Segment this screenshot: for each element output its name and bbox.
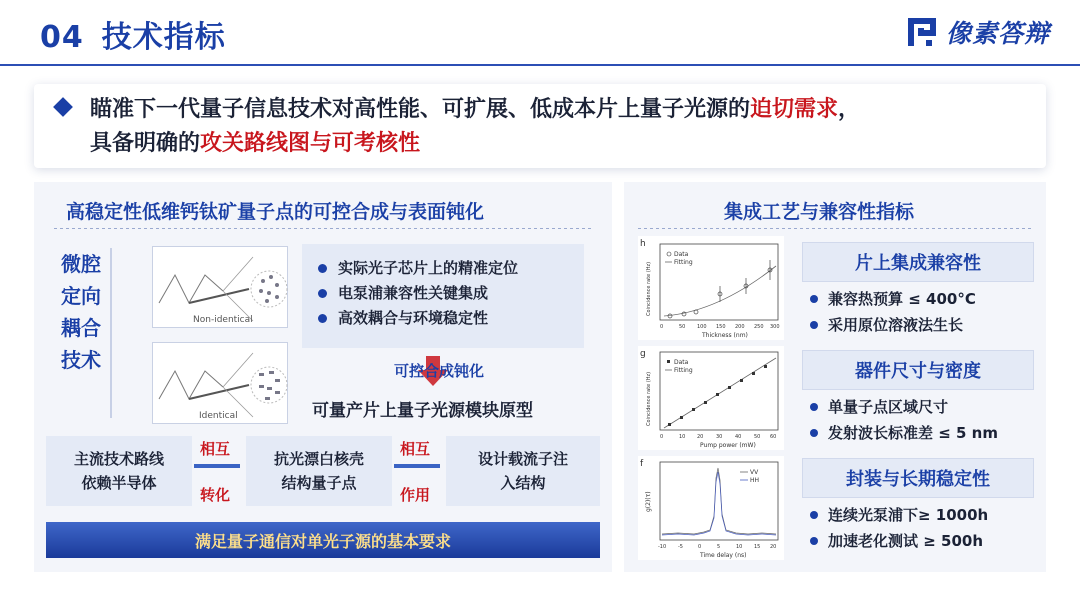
axis-label: Thickness (nm): [702, 332, 748, 339]
figure-caption: Identical: [199, 411, 238, 421]
card-list: [802, 286, 1034, 338]
flow-box-1: [46, 436, 192, 506]
tick-label: 60: [770, 434, 777, 440]
section-number: 04: [40, 20, 84, 55]
flow-label: 作用: [400, 486, 431, 504]
left-panel-title: 高稳定性低维钙钛矿量子点的可控合成与表面钝化: [66, 201, 485, 223]
list-item: 电泵浦兼容性关键集成: [316, 281, 570, 306]
flow-box-line: 抗光漂白核壳: [273, 450, 364, 468]
intro-line1-suffix: ，: [838, 97, 861, 122]
axis-label: Time delay (ns): [700, 552, 747, 559]
flow-box-line: 依赖半导体: [81, 474, 157, 492]
tick-label: 50: [754, 434, 761, 440]
left-panel: [34, 182, 612, 572]
legend-label: Data: [674, 359, 689, 366]
card-title: 封装与长期稳定性: [802, 458, 1034, 498]
tick-label: 20: [770, 544, 777, 550]
right-panel: [624, 182, 1046, 572]
vertical-label-line: 微腔: [61, 252, 101, 276]
tick-label: 100: [697, 324, 707, 330]
legend-label: VV: [750, 469, 759, 476]
list-item: 采用原位溶液法生长: [802, 312, 1034, 338]
prototype-text: 可量产片上量子光源模块原型: [312, 401, 533, 421]
tick-label: 300: [770, 324, 780, 330]
tick-label: 5: [717, 544, 721, 550]
flow-arrow-icon: [394, 464, 440, 468]
intro-line2-highlight: 攻关路线图与可考核性: [200, 131, 421, 156]
bottom-banner: [46, 522, 600, 558]
flow-box-line: 主流技术路线: [73, 450, 164, 468]
vertical-label-line: 定向: [61, 284, 101, 308]
vertical-label-line: 耦合: [61, 316, 101, 340]
diamond-bullet-icon: [53, 97, 73, 117]
tick-label: 30: [716, 434, 723, 440]
intro-text: [90, 93, 1040, 161]
tick-label: 200: [735, 324, 745, 330]
tick-label: 10: [736, 544, 743, 550]
page-title: [40, 12, 226, 56]
legend-label: Data: [674, 251, 689, 258]
list-item: 加速老化测试 ≥ 500h: [802, 528, 1034, 554]
tick-label: 20: [697, 434, 704, 440]
flow-box-line: 入结构: [500, 474, 546, 492]
list-item: 发射波长标准差 ≤ 5 nm: [802, 420, 1034, 446]
right-panel-title: 集成工艺与兼容性指标: [724, 201, 915, 223]
flow-box-2: [246, 436, 392, 506]
flow-box-line: 结构量子点: [281, 474, 357, 492]
list-item: 单量子点区域尺寸: [802, 394, 1034, 420]
card-list: [802, 394, 1034, 446]
axis-label: Coincidence rate (Hz): [646, 371, 652, 426]
legend-label: Fitting: [674, 259, 693, 266]
intro-line1-highlight: 迫切需求: [750, 97, 839, 122]
logo-text: 像素答辩: [945, 19, 1050, 48]
logo-mark-icon: [906, 16, 940, 48]
plot-label: g: [640, 349, 646, 359]
tick-label: 10: [679, 434, 686, 440]
flow-label: 转化: [200, 486, 231, 504]
nonidentical-figure: [152, 246, 288, 328]
tick-label: 15: [754, 544, 761, 550]
tick-label: 50: [679, 324, 686, 330]
card-list: [802, 502, 1034, 554]
tick-label: 250: [754, 324, 764, 330]
intro-box: [34, 84, 1046, 168]
intro-line1-prefix: 瞄准下一代量子信息技术对高性能、可扩展、低成本片上量子光源的: [90, 97, 751, 122]
tick-label: 0: [660, 434, 664, 440]
plot-label: h: [640, 239, 646, 249]
axis-label: g(2)(τ): [645, 491, 652, 512]
flow-box-line: 设计载流子注: [477, 450, 568, 468]
card-title: 器件尺寸与密度: [802, 350, 1034, 390]
vertical-label-line: 技术: [61, 348, 101, 372]
brand-logo: [906, 14, 1050, 50]
axis-label: Coincidence rate (Hz): [646, 261, 652, 316]
control-label: 可控合成钝化: [394, 362, 485, 380]
plot-f: [638, 456, 784, 560]
identical-figure: [152, 342, 288, 424]
bottom-banner-text: 满足量子通信对单光子源的基本要求: [194, 531, 451, 551]
list-item: 连续光泵浦下≥ 1000h: [802, 502, 1034, 528]
legend-label: HH: [750, 477, 760, 484]
tick-label: 0: [698, 544, 702, 550]
section-title: 技术指标: [101, 20, 226, 55]
tick-label: 0: [660, 324, 664, 330]
tick-label: 150: [716, 324, 726, 330]
list-item: 实际光子芯片上的精准定位: [316, 256, 570, 281]
feature-list: [302, 244, 584, 348]
tick-label: -10: [658, 544, 667, 550]
slide-header: [0, 0, 1080, 66]
tick-label: 40: [735, 434, 742, 440]
plot-g: [638, 346, 784, 450]
left-title-divider: [54, 228, 594, 229]
plot-label: f: [640, 459, 644, 469]
flow-label: 相互: [200, 440, 231, 458]
flow-arrow-icon: [194, 464, 240, 468]
intro-line2-prefix: 具备明确的: [90, 131, 201, 156]
header-divider: [0, 64, 1080, 66]
flow-label: 相互: [400, 440, 431, 458]
axis-label: Pump power (mW): [700, 442, 756, 449]
list-item: 兼容热预算 ≤ 400°C: [802, 286, 1034, 312]
right-title-divider: [638, 228, 1034, 229]
flow-box-3: [446, 436, 600, 506]
card-title: 片上集成兼容性: [802, 242, 1034, 282]
list-item: 高效耦合与环境稳定性: [316, 306, 570, 331]
vertical-label: [52, 248, 112, 418]
plot-h: [638, 236, 784, 340]
tick-label: -5: [678, 544, 683, 550]
figure-caption: Non-identical: [193, 315, 253, 325]
legend-label: Fitting: [674, 367, 693, 374]
